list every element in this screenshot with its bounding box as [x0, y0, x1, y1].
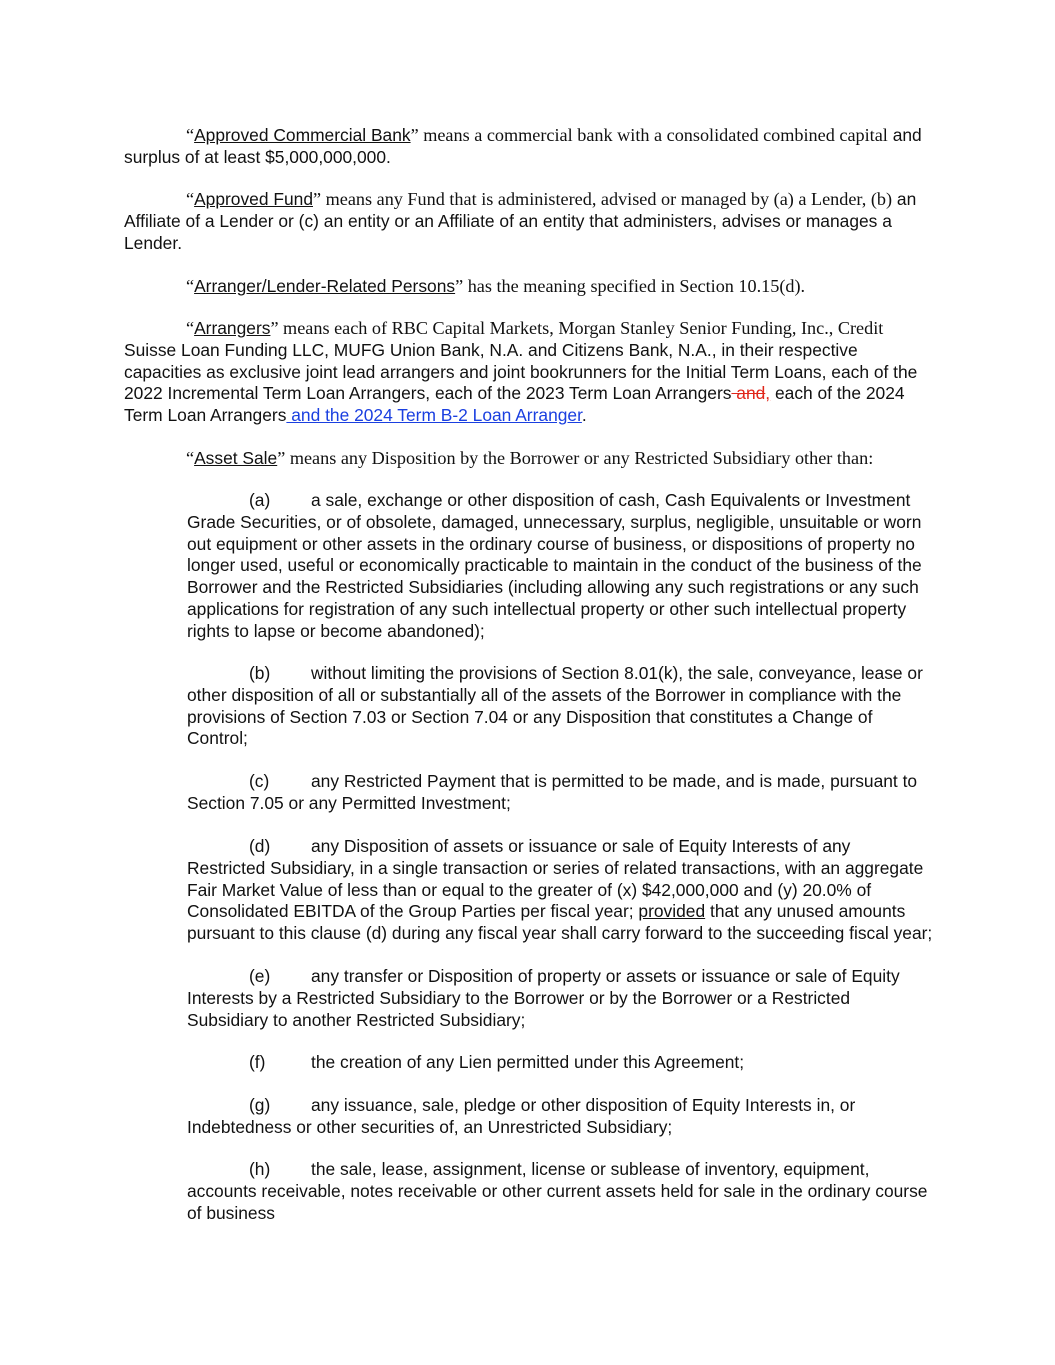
clause-text-continued: that any unused amounts pursuant to this clause (d) during any fiscal year shall carry forward to the succeeding fiscal year; [187, 901, 933, 944]
clause-label: (h) [249, 1159, 271, 1179]
definition-approved-fund [124, 189, 924, 254]
clause-text: the sale, lease, assignment, license or sublease of inventory, equipment, accounts receivable, notes receivable or other current assets held for sale in the ordinary course of business [187, 1159, 928, 1223]
clause-label: (e) [249, 966, 271, 986]
clause-d [187, 836, 933, 945]
definition-arrangers [124, 318, 924, 427]
proviso-term: provided [638, 901, 706, 922]
inserted-punctuation: , [765, 383, 771, 404]
inserted-text: and the 2024 Term B-2 Loan Arranger [286, 405, 582, 426]
clause-text: without limiting the provisions of Section 8.01(k), the sale, conveyance, lease or other disposition of all or substantially all of the assets of the Borrower in compliance with the provisions of Section 7.03 or Section 7.04 or any Disposition that constitutes a Change of Control; [187, 663, 923, 749]
clause-text: any transfer or Disposition of property or assets or issuance or sale of Equity Interests by a Restricted Subsidiary to the Borrower or by the Borrower or a Restricted Subsidiary to another Restricted Subsidiary; [187, 966, 900, 1030]
clause-f [187, 1052, 933, 1074]
clause-text: the creation of any Lien permitted under this Agreement; [311, 1052, 745, 1072]
clause-e [187, 966, 933, 1031]
defined-term: Arrangers [194, 318, 271, 338]
clause-text: a sale, exchange or other disposition of cash, Cash Equivalents or Investment Grade Securities, or of obsolete, damaged, unnecessary, surplus, negligible, unsuitable or worn out equipment or other assets in the ordinary course of business, or dispositions of property no longer used, useful or economically practicable to maintain in the conduct of the business of the Borrower and the Restricted Subsidiaries (including allowing any such registrations or any such applications for registration of any such intellectual property or other such intellectual property rights to lapse or become abandoned); [187, 490, 922, 641]
clause-label: (b) [249, 663, 271, 683]
clause-label: (g) [249, 1095, 271, 1115]
clause-a [187, 490, 933, 643]
clause-label: (d) [249, 836, 271, 856]
clause-g [187, 1095, 933, 1139]
clause-text: any issuance, sale, pledge or other disposition of Equity Interests in, or Indebtedness or other securities of, an Unrestricted Subsidiary; [187, 1095, 856, 1137]
open-quote: “ [186, 125, 195, 145]
definition-text-continued: each of the 2024 Term Loan Arrangers [124, 383, 905, 426]
open-quote: “ [186, 276, 195, 296]
defined-term: Asset Sale [194, 448, 278, 468]
defined-term: Approved Commercial Bank [194, 125, 411, 145]
clause-label: (c) [249, 771, 270, 791]
definition-asset-sale [124, 448, 924, 470]
clause-h [187, 1159, 933, 1224]
definition-lead: ” means each of RBC Capital Markets, Morgan Stanley Senior Funding, Inc., Credit [270, 318, 884, 338]
definition-arranger-lender-related-persons [124, 276, 924, 298]
definition-text: Suisse Loan Funding LLC, MUFG Union Bank, N.A. and Citizens Bank, N.A., in their respective capacities as exclusive joint lead arrangers and joint bookrunners for the Initial Term Loans, each of the 2022 Incremental Term Loan Arrangers, each of the 2023 Term Loan Arrangers [124, 339, 918, 404]
deleted-text: and [731, 383, 766, 404]
open-quote: “ [186, 448, 195, 468]
clause-b [187, 663, 933, 750]
defined-term: Arranger/Lender-Related Persons [194, 276, 456, 296]
definition-lead: ” means a commercial bank with a consolidated combined capital [410, 125, 888, 145]
clause-c [187, 771, 933, 815]
open-quote: “ [186, 189, 195, 209]
definition-text: and surplus of at least $5,000,000,000. [124, 125, 922, 167]
definition-end: . [581, 405, 587, 426]
definition-text: an Affiliate of a Lender or (c) an entity or an Affiliate of an entity that administers, advises or manages a Lender. [124, 189, 917, 253]
definition-lead: ” means any Disposition by the Borrower or any Restricted Subsidiary other than: [277, 448, 874, 468]
defined-term: Approved Fund [194, 189, 313, 209]
clause-text: any Restricted Payment that is permitted to be made, and is made, pursuant to Section 7.05 or any Permitted Investment; [187, 771, 918, 813]
clause-label: (a) [249, 490, 271, 510]
definition-approved-commercial-bank [124, 125, 924, 169]
clause-label: (f) [249, 1052, 266, 1072]
definition-lead: ” means any Fund that is administered, advised or managed by (a) a Lender, (b) [313, 189, 893, 209]
open-quote: “ [186, 318, 195, 338]
definition-lead: ” has the meaning specified in Section 10.15(d). [455, 276, 806, 296]
clause-text: any Disposition of assets or issuance or sale of Equity Interests of any Restricted Subsidiary, in a single transaction or series of related transactions, with an aggregate Fair Market Value of less than or equal to the greater of (x) $42,000,000 and (y) 20.0% of Consolidated EBITDA of the Group Parties per fiscal year; [187, 836, 924, 922]
